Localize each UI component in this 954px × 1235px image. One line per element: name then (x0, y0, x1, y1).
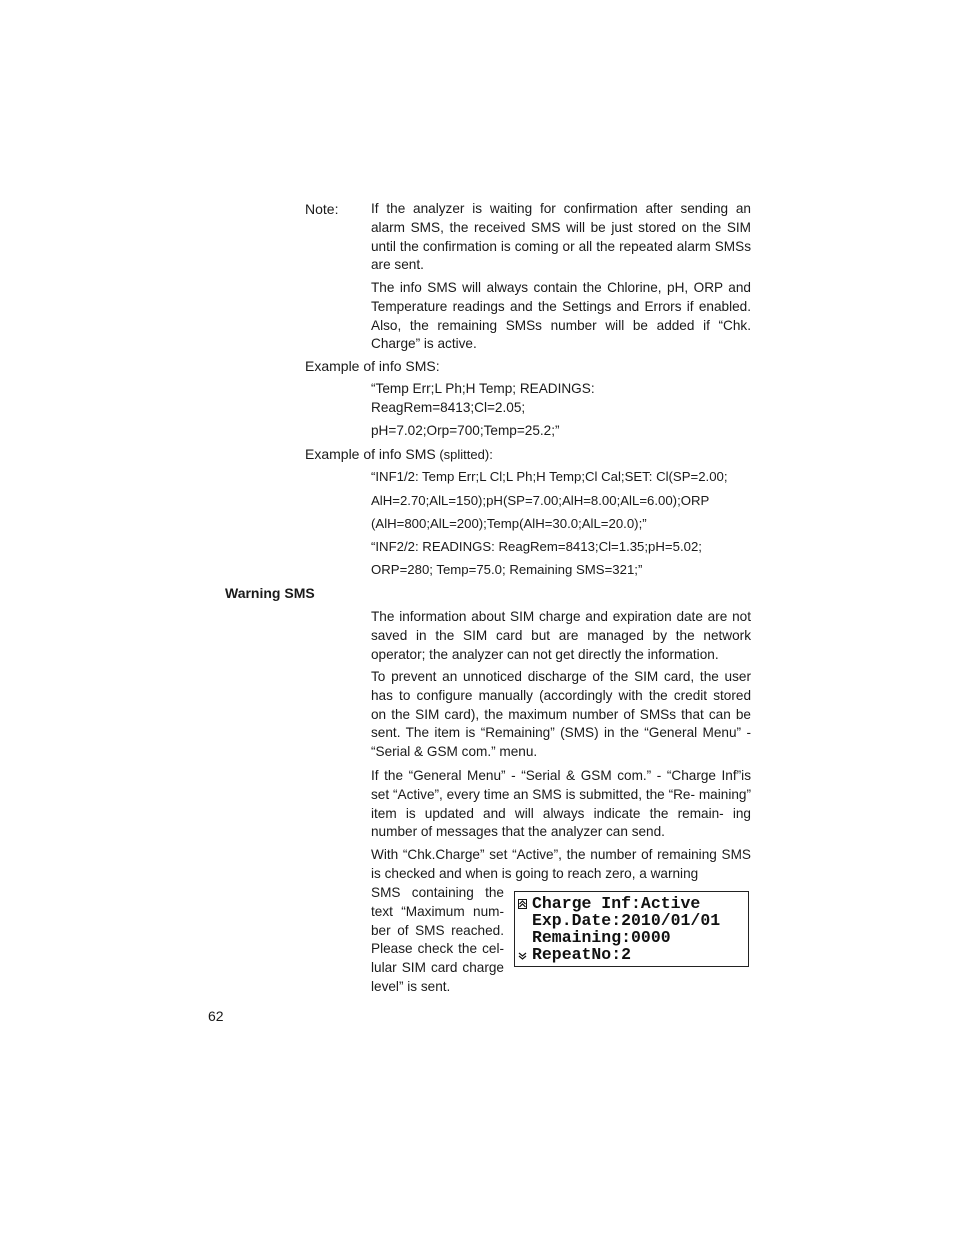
lcd-display (514, 891, 749, 967)
example-2-line-4: “INF2/2: READINGS: ReagRem=8413;Cl=1.35;pH=5.02; (371, 539, 702, 554)
example-2-line-5: ORP=280; Temp=75.0; Remaining SMS=321;” (371, 562, 643, 577)
warning-paragraph-4-side: SMS containing the text “Maximum num- ber of SMS reached. Please check the cel- lular SIM card charge level” is sent. (371, 885, 504, 994)
example-1-line-1: “Temp Err;L Ph;H Temp; READINGS: (371, 381, 595, 396)
page-number: 62 (208, 1008, 224, 1024)
example-info-sms-label: Example of info SMS: (305, 358, 440, 374)
lcd-line-2: Exp.Date:2010/01/01 (532, 911, 721, 930)
warning-paragraph-3: If the “General Menu” - “Serial & GSM com.” - “Charge Inf”is set “Active”, every time an SMS is submitted, the “Re- maining” item is updated and will always indicate the remain- ing number of messages that the analyzer can send. (371, 768, 751, 840)
lcd-line-4: RepeatNo:2 (532, 945, 632, 964)
note-paragraph-1: If the analyzer is waiting for confirmation after sending an alarm SMS, the received SMS will be just stored on the SIM until the confirmation is coming or all the repeated alarm SMSs are sent. (371, 201, 751, 273)
example-1-line-3: pH=7.02;Orp=700;Temp=25.2;” (371, 423, 560, 438)
lcd-line-3: Remaining:0000 (532, 928, 671, 947)
example-2-line-3: (AlH=800;AlL=200);Temp(AlH=30.0;AlL=20.0);” (371, 516, 647, 531)
example-info-sms-splitted-label (305, 445, 493, 465)
example-2-label-suffix: (splitted): (435, 447, 493, 462)
warning-paragraph-4-top: With “Chk.Charge” set “Active”, the number of remaining SMS is checked and when is going to reach zero, a warning (371, 847, 751, 881)
example-1-line-2: ReagRem=8413;Cl=2.05; (371, 400, 526, 415)
warning-paragraph-2: To prevent an unnoticed discharge of the SIM card, the user has to configure manually (accordingly with the credit stored on the SIM card), the maximum number of SMSs that can be sent. The item is “Remaining” (SMS) in the “General Menu” - “Serial & GSM com.” menu. (371, 669, 751, 760)
lcd-line-1: Charge Inf:Active (532, 894, 701, 913)
scroll-up-icon (518, 899, 527, 913)
note-label: Note: (305, 201, 339, 217)
example-2-line-2: AlH=2.70;AlL=150);pH(SP=7.00;AlH=8.00;AlL=6.00);ORP (371, 493, 710, 508)
scroll-down-icon (518, 952, 527, 964)
warning-paragraph-1: The information about SIM charge and expiration date are not saved in the SIM card but are managed by the network operator; the analyzer can not get directly the information. (371, 609, 751, 662)
example-2-label-main: Example of info SMS (305, 446, 436, 462)
warning-sms-heading: Warning SMS (225, 585, 315, 601)
note-paragraph-2: The info SMS will always contain the Chlorine, pH, ORP and Temperature readings and the Settings and Errors if enabled. Also, the remaining SMSs number will be added if “Chk. Charge” is active. (371, 280, 751, 352)
example-2-line-1: “INF1/2: Temp Err;L Cl;L Ph;H Temp;Cl Cal;SET: Cl(SP=2.00; (371, 469, 728, 484)
